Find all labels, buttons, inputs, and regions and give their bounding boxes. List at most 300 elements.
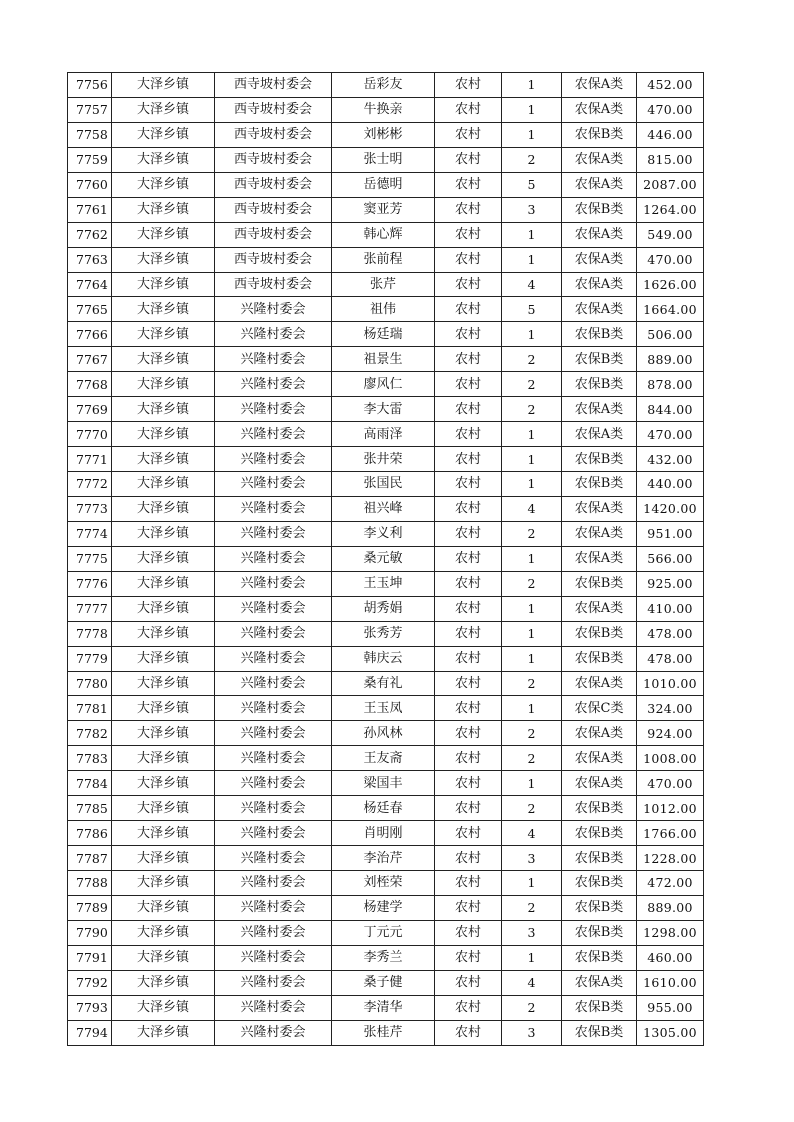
table-row: [68, 172, 704, 197]
insurance-category-cell: 农保A类: [562, 970, 637, 995]
amount-cell: 1305.00: [637, 1020, 704, 1045]
insurance-category-cell: 农保A类: [562, 721, 637, 746]
insurance-category-cell: 农保A类: [562, 596, 637, 621]
insurance-category-cell: 农保B类: [562, 895, 637, 920]
township-cell: 大泽乡镇: [112, 945, 215, 970]
table-row: [68, 97, 704, 122]
record-id-cell: 7773: [68, 496, 112, 521]
person-name-cell: 张芹: [332, 272, 435, 297]
record-id-cell: 7761: [68, 197, 112, 222]
township-cell: 大泽乡镇: [112, 197, 215, 222]
household-size-cell: 5: [502, 297, 562, 322]
insurance-category-cell: 农保A类: [562, 247, 637, 272]
amount-cell: 1008.00: [637, 746, 704, 771]
township-cell: 大泽乡镇: [112, 422, 215, 447]
person-name-cell: 韩心辉: [332, 222, 435, 247]
insurance-category-cell: 农保B类: [562, 846, 637, 871]
amount-cell: 432.00: [637, 447, 704, 472]
household-type-cell: 农村: [435, 322, 502, 347]
amount-cell: 478.00: [637, 621, 704, 646]
household-size-cell: 1: [502, 422, 562, 447]
table-row: [68, 895, 704, 920]
insurance-category-cell: 农保A类: [562, 147, 637, 172]
village-committee-cell: 兴隆村委会: [215, 422, 332, 447]
household-type-cell: 农村: [435, 721, 502, 746]
household-type-cell: 农村: [435, 397, 502, 422]
table-row: [68, 671, 704, 696]
amount-cell: 470.00: [637, 422, 704, 447]
household-type-cell: 农村: [435, 571, 502, 596]
household-size-cell: 1: [502, 73, 562, 98]
household-size-cell: 1: [502, 122, 562, 147]
household-type-cell: 农村: [435, 796, 502, 821]
village-committee-cell: 西寺坡村委会: [215, 147, 332, 172]
village-committee-cell: 兴隆村委会: [215, 297, 332, 322]
record-id-cell: 7787: [68, 846, 112, 871]
insurance-category-cell: 农保B类: [562, 945, 637, 970]
village-committee-cell: 兴隆村委会: [215, 397, 332, 422]
village-committee-cell: 兴隆村委会: [215, 871, 332, 896]
village-committee-cell: 西寺坡村委会: [215, 222, 332, 247]
record-id-cell: 7776: [68, 571, 112, 596]
table-row: [68, 147, 704, 172]
township-cell: 大泽乡镇: [112, 970, 215, 995]
amount-cell: 924.00: [637, 721, 704, 746]
person-name-cell: 张士明: [332, 147, 435, 172]
amount-cell: 844.00: [637, 397, 704, 422]
village-committee-cell: 兴隆村委会: [215, 995, 332, 1020]
township-cell: 大泽乡镇: [112, 771, 215, 796]
township-cell: 大泽乡镇: [112, 447, 215, 472]
household-size-cell: 1: [502, 97, 562, 122]
household-type-cell: 农村: [435, 995, 502, 1020]
insurance-category-cell: 农保B类: [562, 920, 637, 945]
amount-cell: 1766.00: [637, 821, 704, 846]
amount-cell: 1012.00: [637, 796, 704, 821]
household-type-cell: 农村: [435, 1020, 502, 1045]
records-table: [67, 72, 704, 1046]
household-size-cell: 1: [502, 646, 562, 671]
person-name-cell: 王玉坤: [332, 571, 435, 596]
township-cell: 大泽乡镇: [112, 272, 215, 297]
household-size-cell: 4: [502, 821, 562, 846]
table-row: [68, 746, 704, 771]
township-cell: 大泽乡镇: [112, 472, 215, 497]
household-type-cell: 农村: [435, 621, 502, 646]
household-type-cell: 农村: [435, 447, 502, 472]
household-type-cell: 农村: [435, 422, 502, 447]
household-size-cell: 4: [502, 496, 562, 521]
household-size-cell: 1: [502, 247, 562, 272]
household-type-cell: 农村: [435, 895, 502, 920]
household-size-cell: 2: [502, 571, 562, 596]
table-row: [68, 197, 704, 222]
table-row: [68, 571, 704, 596]
person-name-cell: 岳彩友: [332, 73, 435, 98]
amount-cell: 889.00: [637, 347, 704, 372]
household-type-cell: 农村: [435, 546, 502, 571]
household-size-cell: 2: [502, 796, 562, 821]
insurance-category-cell: 农保B类: [562, 821, 637, 846]
household-size-cell: 1: [502, 945, 562, 970]
amount-cell: 470.00: [637, 771, 704, 796]
household-size-cell: 1: [502, 771, 562, 796]
record-id-cell: 7764: [68, 272, 112, 297]
household-type-cell: 农村: [435, 696, 502, 721]
record-id-cell: 7770: [68, 422, 112, 447]
household-size-cell: 2: [502, 721, 562, 746]
person-name-cell: 窦亚芳: [332, 197, 435, 222]
household-type-cell: 农村: [435, 197, 502, 222]
township-cell: 大泽乡镇: [112, 821, 215, 846]
village-committee-cell: 西寺坡村委会: [215, 172, 332, 197]
person-name-cell: 孙风林: [332, 721, 435, 746]
household-type-cell: 农村: [435, 247, 502, 272]
household-size-cell: 3: [502, 1020, 562, 1045]
insurance-category-cell: 农保B类: [562, 472, 637, 497]
household-size-cell: 3: [502, 920, 562, 945]
person-name-cell: 杨廷春: [332, 796, 435, 821]
household-size-cell: 2: [502, 995, 562, 1020]
household-type-cell: 农村: [435, 871, 502, 896]
township-cell: 大泽乡镇: [112, 1020, 215, 1045]
insurance-category-cell: 农保A类: [562, 172, 637, 197]
table-row: [68, 347, 704, 372]
record-id-cell: 7777: [68, 596, 112, 621]
insurance-category-cell: 农保B类: [562, 571, 637, 596]
record-id-cell: 7790: [68, 920, 112, 945]
household-size-cell: 1: [502, 596, 562, 621]
township-cell: 大泽乡镇: [112, 172, 215, 197]
village-committee-cell: 兴隆村委会: [215, 696, 332, 721]
village-committee-cell: 兴隆村委会: [215, 521, 332, 546]
village-committee-cell: 兴隆村委会: [215, 322, 332, 347]
table-row: [68, 945, 704, 970]
person-name-cell: 祖兴峰: [332, 496, 435, 521]
table-row: [68, 1020, 704, 1045]
amount-cell: 549.00: [637, 222, 704, 247]
amount-cell: 506.00: [637, 322, 704, 347]
insurance-category-cell: 农保B类: [562, 871, 637, 896]
household-size-cell: 2: [502, 147, 562, 172]
table-row: [68, 397, 704, 422]
table-row: [68, 372, 704, 397]
person-name-cell: 李治芹: [332, 846, 435, 871]
township-cell: 大泽乡镇: [112, 846, 215, 871]
household-type-cell: 农村: [435, 846, 502, 871]
village-committee-cell: 兴隆村委会: [215, 621, 332, 646]
amount-cell: 470.00: [637, 247, 704, 272]
insurance-category-cell: 农保A类: [562, 671, 637, 696]
person-name-cell: 廖风仁: [332, 372, 435, 397]
amount-cell: 1626.00: [637, 272, 704, 297]
village-committee-cell: 兴隆村委会: [215, 571, 332, 596]
person-name-cell: 祖景生: [332, 347, 435, 372]
township-cell: 大泽乡镇: [112, 871, 215, 896]
amount-cell: 478.00: [637, 646, 704, 671]
household-type-cell: 农村: [435, 97, 502, 122]
amount-cell: 889.00: [637, 895, 704, 920]
household-size-cell: 1: [502, 621, 562, 646]
table-row: [68, 297, 704, 322]
village-committee-cell: 兴隆村委会: [215, 721, 332, 746]
household-size-cell: 1: [502, 696, 562, 721]
township-cell: 大泽乡镇: [112, 746, 215, 771]
household-type-cell: 农村: [435, 746, 502, 771]
township-cell: 大泽乡镇: [112, 147, 215, 172]
record-id-cell: 7766: [68, 322, 112, 347]
township-cell: 大泽乡镇: [112, 621, 215, 646]
village-committee-cell: 兴隆村委会: [215, 496, 332, 521]
village-committee-cell: 兴隆村委会: [215, 546, 332, 571]
amount-cell: 440.00: [637, 472, 704, 497]
person-name-cell: 李大雷: [332, 397, 435, 422]
table-row: [68, 422, 704, 447]
person-name-cell: 胡秀娟: [332, 596, 435, 621]
village-committee-cell: 西寺坡村委会: [215, 272, 332, 297]
table-row: [68, 546, 704, 571]
insurance-category-cell: 农保B类: [562, 122, 637, 147]
person-name-cell: 张前程: [332, 247, 435, 272]
record-id-cell: 7765: [68, 297, 112, 322]
village-committee-cell: 兴隆村委会: [215, 372, 332, 397]
amount-cell: 1610.00: [637, 970, 704, 995]
insurance-category-cell: 农保A类: [562, 521, 637, 546]
person-name-cell: 王玉凤: [332, 696, 435, 721]
record-id-cell: 7781: [68, 696, 112, 721]
table-row: [68, 721, 704, 746]
village-committee-cell: 兴隆村委会: [215, 796, 332, 821]
household-size-cell: 3: [502, 197, 562, 222]
village-committee-cell: 西寺坡村委会: [215, 73, 332, 98]
insurance-category-cell: 农保B类: [562, 796, 637, 821]
person-name-cell: 刘桎荣: [332, 871, 435, 896]
household-type-cell: 农村: [435, 347, 502, 372]
village-committee-cell: 兴隆村委会: [215, 945, 332, 970]
township-cell: 大泽乡镇: [112, 696, 215, 721]
township-cell: 大泽乡镇: [112, 222, 215, 247]
household-type-cell: 农村: [435, 372, 502, 397]
record-id-cell: 7783: [68, 746, 112, 771]
household-size-cell: 1: [502, 322, 562, 347]
record-id-cell: 7788: [68, 871, 112, 896]
record-id-cell: 7762: [68, 222, 112, 247]
amount-cell: 470.00: [637, 97, 704, 122]
amount-cell: 1264.00: [637, 197, 704, 222]
person-name-cell: 高雨泽: [332, 422, 435, 447]
amount-cell: 460.00: [637, 945, 704, 970]
amount-cell: 446.00: [637, 122, 704, 147]
village-committee-cell: 兴隆村委会: [215, 646, 332, 671]
table-row: [68, 796, 704, 821]
household-type-cell: 农村: [435, 122, 502, 147]
village-committee-cell: 兴隆村委会: [215, 895, 332, 920]
township-cell: 大泽乡镇: [112, 721, 215, 746]
person-name-cell: 李清华: [332, 995, 435, 1020]
table-row: [68, 970, 704, 995]
record-id-cell: 7772: [68, 472, 112, 497]
household-type-cell: 农村: [435, 147, 502, 172]
village-committee-cell: 兴隆村委会: [215, 347, 332, 372]
insurance-category-cell: 农保B类: [562, 1020, 637, 1045]
household-size-cell: 2: [502, 671, 562, 696]
township-cell: 大泽乡镇: [112, 895, 215, 920]
township-cell: 大泽乡镇: [112, 546, 215, 571]
record-id-cell: 7767: [68, 347, 112, 372]
household-type-cell: 农村: [435, 73, 502, 98]
township-cell: 大泽乡镇: [112, 920, 215, 945]
amount-cell: 2087.00: [637, 172, 704, 197]
record-id-cell: 7779: [68, 646, 112, 671]
township-cell: 大泽乡镇: [112, 347, 215, 372]
insurance-category-cell: 农保B类: [562, 372, 637, 397]
record-id-cell: 7786: [68, 821, 112, 846]
insurance-category-cell: 农保A类: [562, 73, 637, 98]
table-row: [68, 496, 704, 521]
household-type-cell: 农村: [435, 596, 502, 621]
household-size-cell: 4: [502, 970, 562, 995]
insurance-category-cell: 农保A类: [562, 496, 637, 521]
person-name-cell: 杨廷瑞: [332, 322, 435, 347]
table-row: [68, 920, 704, 945]
village-committee-cell: 兴隆村委会: [215, 1020, 332, 1045]
record-id-cell: 7771: [68, 447, 112, 472]
village-committee-cell: 兴隆村委会: [215, 596, 332, 621]
household-size-cell: 2: [502, 372, 562, 397]
village-committee-cell: 兴隆村委会: [215, 920, 332, 945]
household-type-cell: 农村: [435, 771, 502, 796]
insurance-category-cell: 农保B类: [562, 322, 637, 347]
person-name-cell: 桑元敏: [332, 546, 435, 571]
table-row: [68, 596, 704, 621]
amount-cell: 955.00: [637, 995, 704, 1020]
village-committee-cell: 西寺坡村委会: [215, 97, 332, 122]
record-id-cell: 7759: [68, 147, 112, 172]
table-row: [68, 521, 704, 546]
village-committee-cell: 兴隆村委会: [215, 771, 332, 796]
record-id-cell: 7757: [68, 97, 112, 122]
village-committee-cell: 兴隆村委会: [215, 846, 332, 871]
village-committee-cell: 兴隆村委会: [215, 671, 332, 696]
person-name-cell: 牛换亲: [332, 97, 435, 122]
village-committee-cell: 兴隆村委会: [215, 447, 332, 472]
table-row: [68, 472, 704, 497]
township-cell: 大泽乡镇: [112, 496, 215, 521]
record-id-cell: 7756: [68, 73, 112, 98]
household-size-cell: 4: [502, 272, 562, 297]
household-size-cell: 5: [502, 172, 562, 197]
household-size-cell: 1: [502, 871, 562, 896]
village-committee-cell: 西寺坡村委会: [215, 197, 332, 222]
household-type-cell: 农村: [435, 272, 502, 297]
household-size-cell: 1: [502, 447, 562, 472]
household-type-cell: 农村: [435, 297, 502, 322]
township-cell: 大泽乡镇: [112, 297, 215, 322]
household-type-cell: 农村: [435, 646, 502, 671]
table-row: [68, 247, 704, 272]
amount-cell: 1010.00: [637, 671, 704, 696]
insurance-category-cell: 农保B类: [562, 347, 637, 372]
insurance-category-cell: 农保B类: [562, 621, 637, 646]
person-name-cell: 桑有礼: [332, 671, 435, 696]
household-type-cell: 农村: [435, 671, 502, 696]
person-name-cell: 丁元元: [332, 920, 435, 945]
amount-cell: 472.00: [637, 871, 704, 896]
record-id-cell: 7758: [68, 122, 112, 147]
table-row: [68, 646, 704, 671]
household-size-cell: 2: [502, 895, 562, 920]
township-cell: 大泽乡镇: [112, 671, 215, 696]
table-body: [68, 73, 704, 1046]
person-name-cell: 韩庆云: [332, 646, 435, 671]
village-committee-cell: 兴隆村委会: [215, 821, 332, 846]
table-row: [68, 846, 704, 871]
insurance-category-cell: 农保B类: [562, 197, 637, 222]
record-id-cell: 7782: [68, 721, 112, 746]
person-name-cell: 桑子健: [332, 970, 435, 995]
person-name-cell: 肖明刚: [332, 821, 435, 846]
township-cell: 大泽乡镇: [112, 372, 215, 397]
insurance-category-cell: 农保A类: [562, 297, 637, 322]
insurance-category-cell: 农保B类: [562, 447, 637, 472]
record-id-cell: 7792: [68, 970, 112, 995]
amount-cell: 452.00: [637, 73, 704, 98]
household-size-cell: 2: [502, 397, 562, 422]
insurance-category-cell: 农保C类: [562, 696, 637, 721]
record-id-cell: 7789: [68, 895, 112, 920]
amount-cell: 410.00: [637, 596, 704, 621]
insurance-category-cell: 农保B类: [562, 646, 637, 671]
amount-cell: 815.00: [637, 147, 704, 172]
township-cell: 大泽乡镇: [112, 247, 215, 272]
amount-cell: 951.00: [637, 521, 704, 546]
record-id-cell: 7785: [68, 796, 112, 821]
township-cell: 大泽乡镇: [112, 521, 215, 546]
insurance-category-cell: 农保A类: [562, 746, 637, 771]
table-row: [68, 696, 704, 721]
amount-cell: 1228.00: [637, 846, 704, 871]
insurance-category-cell: 农保A类: [562, 771, 637, 796]
amount-cell: 566.00: [637, 546, 704, 571]
person-name-cell: 岳德明: [332, 172, 435, 197]
table-row: [68, 122, 704, 147]
household-size-cell: 1: [502, 472, 562, 497]
township-cell: 大泽乡镇: [112, 596, 215, 621]
household-size-cell: 2: [502, 746, 562, 771]
person-name-cell: 梁国丰: [332, 771, 435, 796]
table-row: [68, 771, 704, 796]
insurance-category-cell: 农保A类: [562, 222, 637, 247]
person-name-cell: 张国民: [332, 472, 435, 497]
table-row: [68, 272, 704, 297]
amount-cell: 1298.00: [637, 920, 704, 945]
village-committee-cell: 兴隆村委会: [215, 970, 332, 995]
table-row: [68, 222, 704, 247]
household-size-cell: 1: [502, 222, 562, 247]
person-name-cell: 张井荣: [332, 447, 435, 472]
table-row: [68, 447, 704, 472]
township-cell: 大泽乡镇: [112, 646, 215, 671]
record-id-cell: 7763: [68, 247, 112, 272]
village-committee-cell: 西寺坡村委会: [215, 122, 332, 147]
insurance-category-cell: 农保B类: [562, 995, 637, 1020]
record-id-cell: 7775: [68, 546, 112, 571]
record-id-cell: 7794: [68, 1020, 112, 1045]
household-type-cell: 农村: [435, 970, 502, 995]
township-cell: 大泽乡镇: [112, 97, 215, 122]
record-id-cell: 7778: [68, 621, 112, 646]
household-size-cell: 2: [502, 347, 562, 372]
